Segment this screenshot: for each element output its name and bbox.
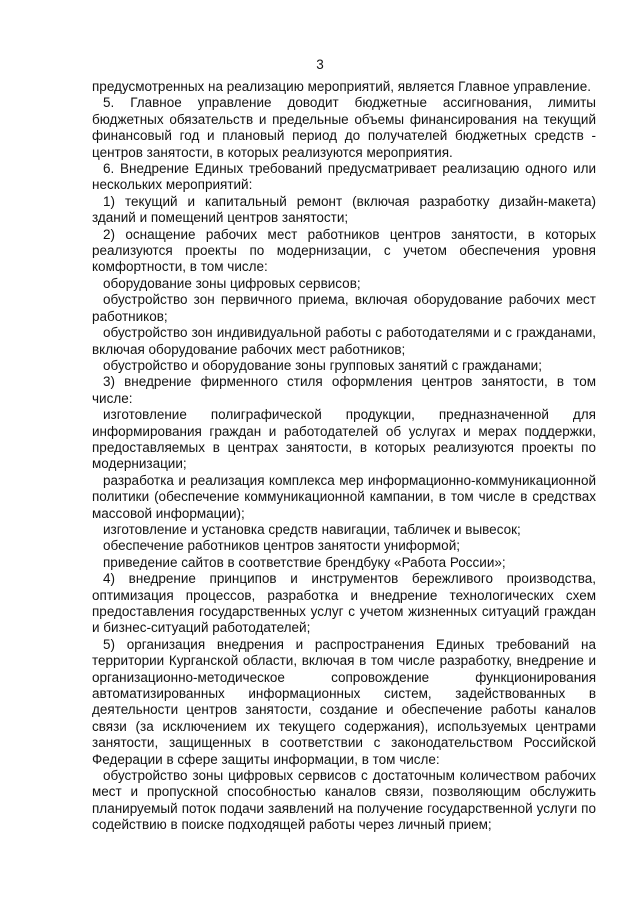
paragraph-group-sessions-zone: обустройство и оборудование зоны групповых занятий с гражданами;: [103, 357, 542, 373]
paragraph-subitem-2: 2) оснащение рабочих мест работников центров занятости, в которых реализуются проекты по модернизации, с учетом обеспечения уровня комфортности, в том числе:: [92, 226, 596, 275]
paragraph-navigation-signage: изготовление и установка средств навигации, табличек и вывесок;: [103, 521, 521, 537]
paragraph-uniforms: обеспечение работников центров занятости униформой;: [103, 538, 460, 554]
paragraph-subitem-1: 1) текущий и капитальный ремонт (включая разработку дизайн-макета) зданий и помещений центров занятости;: [92, 193, 596, 226]
paragraph-subitem-4: 4) внедрение принципов и инструментов бережливого производства, оптимизация процессов, разработка и внедрение технологических схем предоставления государственных услуг с учетом жизненных ситуаций граждан и бизнес-ситуаций работодателей;: [92, 571, 596, 636]
paragraph-item-6: 6. Внедрение Единых требований предусматривает реализацию одного или нескольких мероприятий:: [92, 161, 596, 193]
paragraph-digital-services-capacity: обустройство зоны цифровых сервисов с достаточным количеством рабочих мест и пропускной способностью каналов связи, позволяющим обслужить планируемый поток подачи заявлений на получение государственной услуги по содействию в поиске подходящей работы через личный прием;: [92, 768, 596, 833]
document-body: [92, 79, 596, 834]
paragraph-brandbook: приведение сайтов в соответствие брендбуку «Работа России»;: [103, 554, 506, 570]
page-number: 3: [316, 57, 324, 72]
paragraph-primary-reception-zone: обустройство зон первичного приема, включая оборудование рабочих мест работников;: [92, 292, 596, 324]
paragraph-continuation: предусмотренных на реализацию мероприятий, является Главное управление.: [92, 79, 591, 94]
paragraph-digital-services-zone: оборудование зоны цифровых сервисов;: [103, 275, 361, 291]
paragraph-subitem-5: 5) организация внедрения и распространения Единых требований на территории Курганской области, включая в том числе разработку, внедрение и организационно-методическое сопровождение функционирования автоматизированных информационных систем, задействованных в деятельности центров занятости, создание и обеспечение работы каналов связи (за исключением их текущего содержания), используемых центрами занятости, защищенных в соответствии с законодательством Российской Федерации в сфере защиты информации, в том числе:: [92, 636, 596, 767]
paragraph-communication-policy: разработка и реализация комплекса мер информационно-коммуникационной политики (обеспечение коммуникационной кампании, в том числе в средствах массовой информации);: [92, 472, 596, 521]
paragraph-item-5: 5. Главное управление доводит бюджетные ассигнования, лимиты бюджетных обязательств и предельные объемы финансирования на текущий финансовый год и плановый период до получателей бюджетных средств - центров занятости, в которых реализуются мероприятия.: [92, 95, 596, 160]
paragraph-printed-materials: изготовление полиграфической продукции, предназначенной для информирования граждан и работодателей об услугах и мерах поддержки, предоставляемых в центрах занятости, в которых реализуются проекты по модернизации;: [92, 407, 596, 472]
paragraph-subitem-3: 3) внедрение фирменного стиля оформления центров занятости, в том числе:: [92, 374, 596, 406]
paragraph-individual-work-zone: обустройство зон индивидуальной работы с работодателями и с гражданами, включая оборудование рабочих мест работников;: [92, 325, 596, 357]
